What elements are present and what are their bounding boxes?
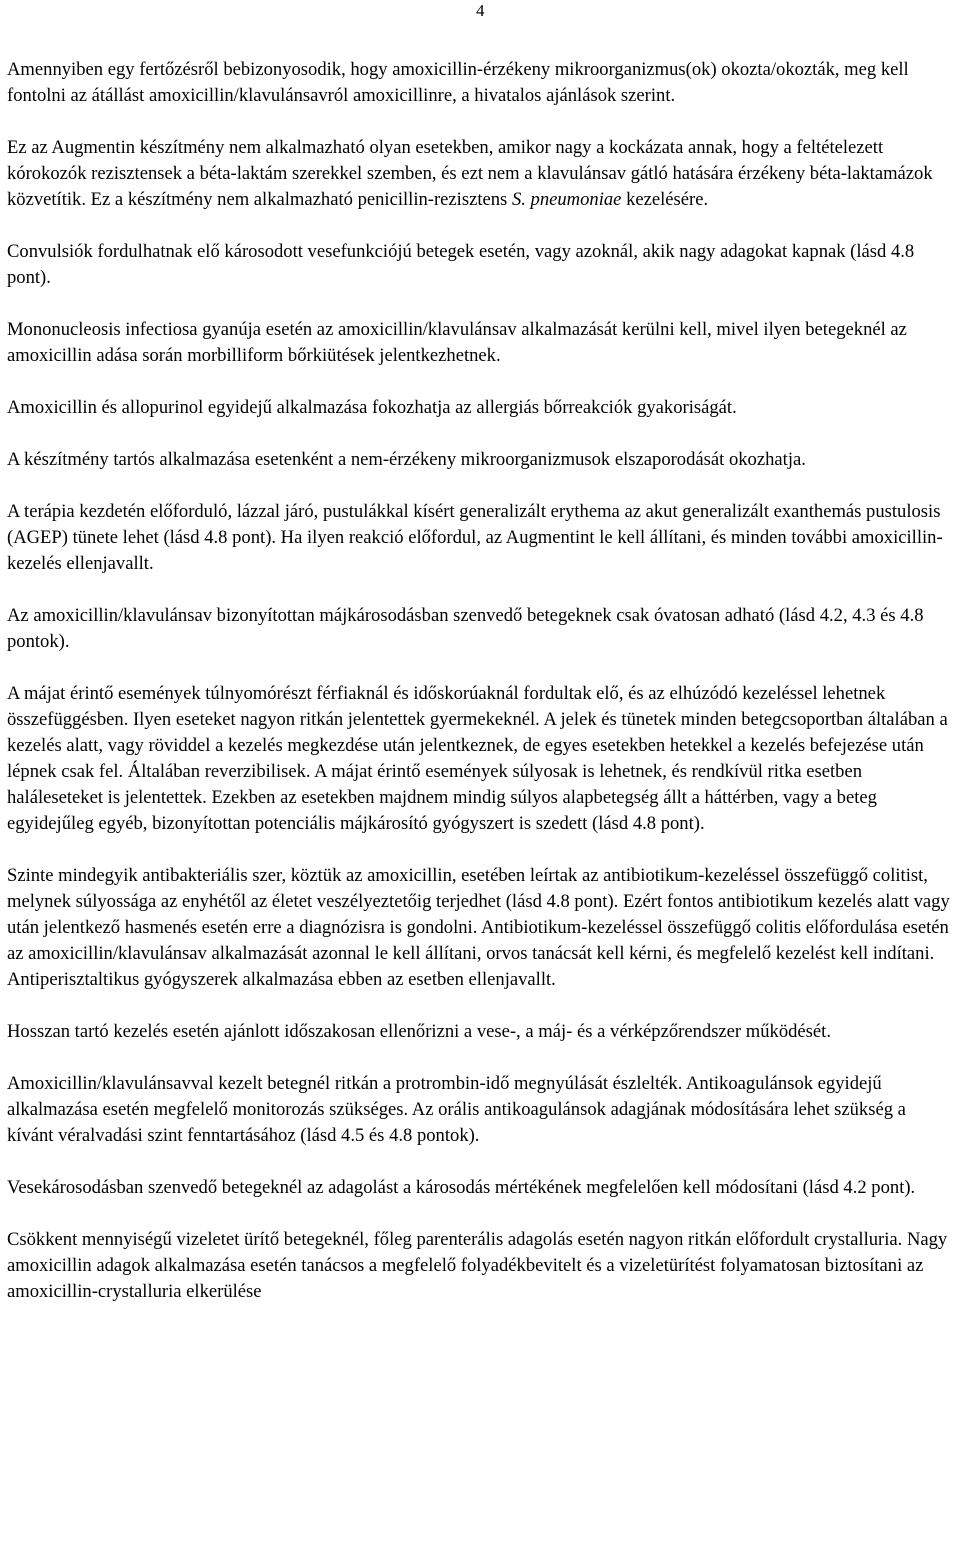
paragraph-colitis: Szinte mindegyik antibakteriális szer, köztük az amoxicillin, esetében leírtak az antibiotikum-kezeléssel összefüggő colitist, melynek súlyossága az enyhétől az életet veszélyeztetőig terjedhet (lásd 4.8 pont). Ezért fontos antibiotikum kezelés alatt vagy után jelentkező hasmenés esetén erre a diagnózisra is gondolni. Antibiotikum-kezeléssel összefüggő colitis előfordulása esetén az amoxicillin/klavulánsav alkalmazását azonnal le kell állítani, orvos tanácsát kell kérni, és megfelelő kezelést kell indítani. Antiperisztaltikus gyógyszerek alkalmazása ebben az esetben ellenjavallt. — [7, 865, 950, 990]
paragraph-hepatic-events: A májat érintő események túlnyomórészt férfiaknál és időskorúaknál fordultak elő, és az elhúzódó kezeléssel lehetnek összefüggésben. Ilyen eseteket nagyon ritkán jelentettek gyermekeknél. A jelek és tünetek minden betegcsoportban általában a kezelés alatt, vagy röviddel a kezelés megkezdése után jelentkeznek, de egyes esetekben hetekkel a kezelés befejezése után lépnek csak fel. Általában reverzibilisek. A májat érintő események súlyosak is lehetnek, és rendkívül ritka esetben haláleseteket is jelentettek. Ezekben az esetekben majdnem mindig súlyos alapbetegség állt a háttérben, vagy a beteg egyidejűleg egyéb, bizonyítottan potenciális májkárosító gyógyszert is szedett (lásd 4.8 pont). — [7, 683, 948, 834]
paragraph-long-term-use: A készítmény tartós alkalmazása esetenként a nem-érzékeny mikroorganizmusok elszaporodását okozhatja. — [7, 449, 806, 470]
paragraph-amoxicillin-switch: Amennyiben egy fertőzésről bebizonyosodik, hogy amoxicillin-érzékeny mikroorganizmus(ok) okozta/okozták, meg kell fontolni az átállást amoxicillin/klavulánsavról amoxicillinre, a hivatalos ajánlások szerint. — [7, 59, 909, 106]
paragraph-convulsions: Convulsiók fordulhatnak elő károsodott vesefunkciójú betegek esetén, vagy azoknál, akik nagy adagokat kapnak (lásd 4.8 pont). — [7, 241, 915, 288]
document-body — [7, 57, 957, 1305]
paragraph-agep: A terápia kezdetén előforduló, lázzal járó, pustulákkal kísért generalizált erythema az akut generalizált exanthemás pustulosis (AGEP) tünete lehet (lásd 4.8 pont). Ha ilyen reakció előfordul, az Augmentint le kell állítani, és minden további amoxicillin-kezelés ellenjavallt. — [7, 501, 943, 574]
species-name: S. pneumoniae — [511, 189, 622, 210]
paragraph-renal-impairment: Vesekárosodásban szenvedő betegeknél az adagolást a károsodás mértékének megfelelően kell módosítani (lásd 4.2 pont). — [7, 1177, 916, 1198]
paragraph-crystalluria: Csökkent mennyiségű vizeletet ürítő betegeknél, főleg parenterális adagolás esetén nagyon ritkán előfordult crystalluria. Nagy amoxicillin adagok alkalmazása esetén tanácsos a megfelelő folyadékbevitelt és a vizeletürítést folyamatosan biztosítani az amoxicillin-crystalluria elkerülése — [7, 1229, 948, 1302]
paragraph-allopurinol: Amoxicillin és allopurinol egyidejű alkalmazása fokozhatja az allergiás bőrreakciók gyakoriságát. — [7, 397, 737, 418]
paragraph-text: kezelésére. — [621, 189, 709, 210]
paragraph-augmentin-not-applicable — [7, 135, 957, 213]
paragraph-mononucleosis: Mononucleosis infectiosa gyanúja esetén az amoxicillin/klavulánsav alkalmazását kerülni kell, mivel ilyen betegeknél az amoxicillin adása során morbilliform bőrkiütések jelentkezhetnek. — [7, 319, 907, 366]
paragraph-anticoagulants: Amoxicillin/klavulánsavval kezelt betegnél ritkán a protrombin-idő megnyúlását észlelték. Antikoagulánsok egyidejű alkalmazása esetén megfelelő monitorozás szükséges. Az orális antikoagulánsok adagjának módosítására lehet szükség a kívánt véralvadási szint fenntartásához (lásd 4.5 és 4.8 pontok). — [7, 1073, 906, 1146]
page-number: 4 — [476, 1, 485, 20]
paragraph-text: Ez az Augmentin készítmény nem alkalmazható olyan esetekben, amikor nagy a kockázata annak, hogy a feltételezett kórokozók rezisztensek a béta-laktám szerekkel szemben, és ezt nem a klavulánsav gátló hatására érzékeny béta-laktamázok közvetítik. Ez a készítmény nem alkalmazható penicillin-rezisztens — [7, 137, 933, 210]
paragraph-liver-impairment: Az amoxicillin/klavulánsav bizonyítottan májkárosodásban szenvedő betegeknek csak óvatosan adható (lásd 4.2, 4.3 és 4.8 pontok). — [7, 605, 924, 652]
paragraph-long-treatment-monitoring: Hosszan tartó kezelés esetén ajánlott időszakosan ellenőrizni a vese-, a máj- és a vérképzőrendszer működését. — [7, 1021, 831, 1042]
